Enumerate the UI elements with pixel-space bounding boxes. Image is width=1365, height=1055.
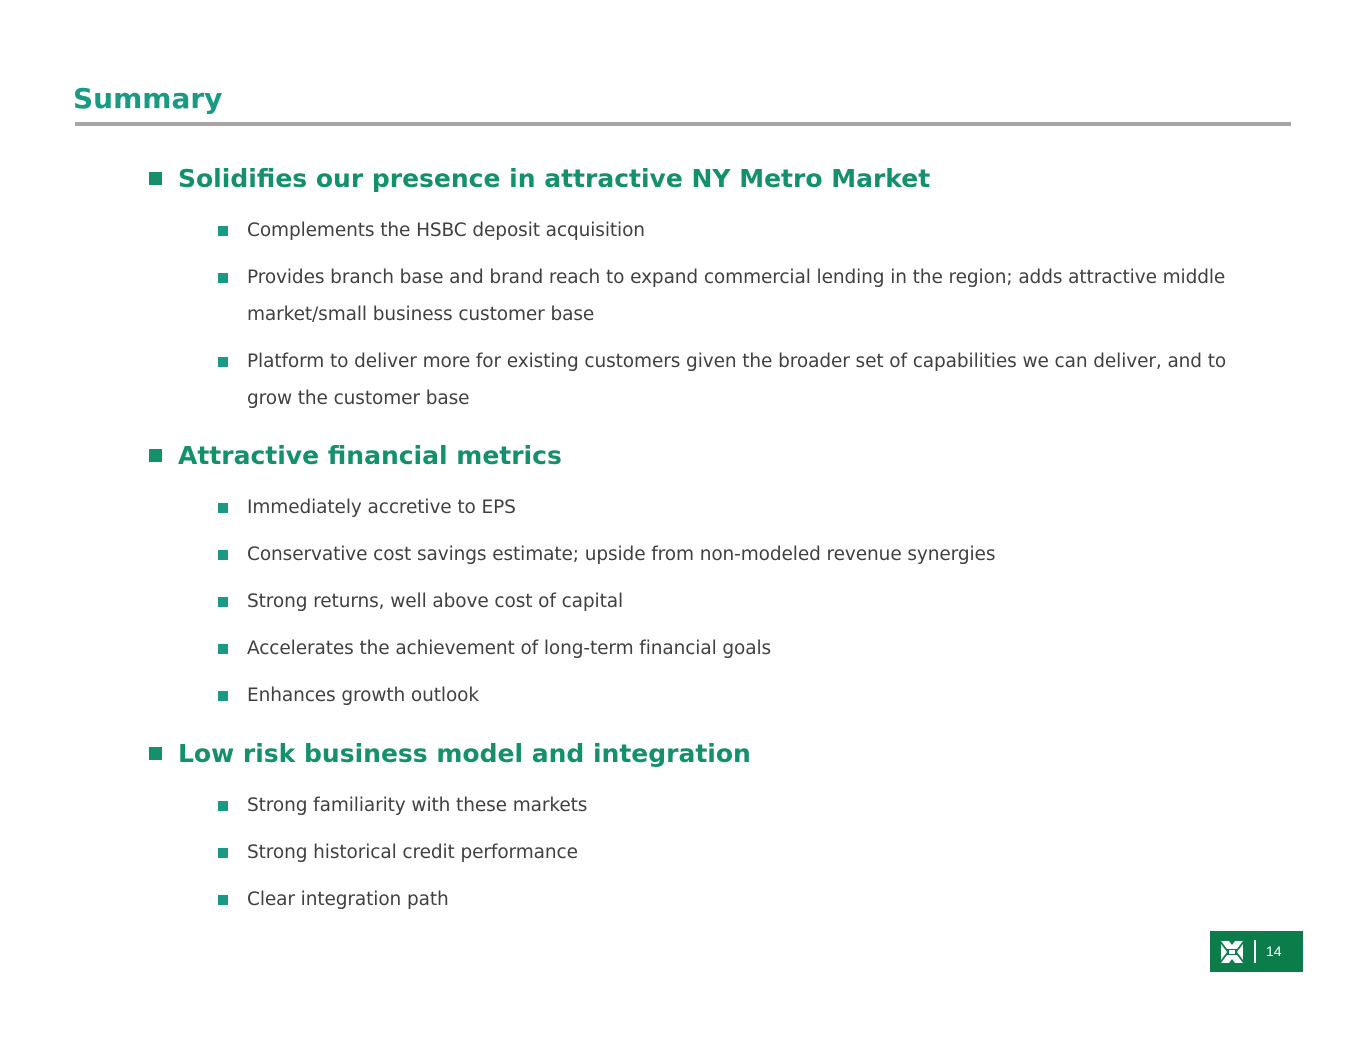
- square-bullet-icon: [218, 273, 228, 283]
- list-item: [149, 343, 1227, 417]
- list-item: [149, 677, 1227, 714]
- page-number: 14: [1266, 943, 1282, 959]
- section-financial-metrics: [149, 439, 1249, 724]
- footer-badge: [1210, 931, 1303, 972]
- page-title: Summary: [73, 82, 223, 115]
- section-low-risk: [149, 737, 1249, 928]
- title-divider: [75, 122, 1291, 126]
- list-item-text: Strong returns, well above cost of capital: [247, 591, 624, 612]
- square-bullet-icon: [218, 226, 228, 236]
- bullet-list: [149, 212, 1249, 417]
- list-item-text: Complements the HSBC deposit acquisition: [247, 220, 645, 241]
- list-item-text: Strong familiarity with these markets: [247, 795, 588, 816]
- square-bullet-icon: [149, 449, 162, 462]
- list-item-text: Platform to deliver more for existing customers given the broader set of capabilities we can deliver, and to grow the customer base: [247, 351, 1227, 409]
- list-item: [149, 212, 1227, 249]
- list-item-text: Clear integration path: [247, 889, 449, 910]
- list-item-text: Enhances growth outlook: [247, 685, 480, 706]
- list-item: [149, 881, 1227, 918]
- brand-logo-icon: [1218, 938, 1246, 966]
- square-bullet-icon: [149, 747, 162, 760]
- section-heading: [149, 162, 1249, 196]
- square-bullet-icon: [218, 801, 228, 811]
- list-item-text: Immediately accretive to EPS: [247, 497, 516, 518]
- section-heading-text: Attractive financial metrics: [178, 441, 562, 470]
- section-heading-text: Low risk business model and integration: [178, 739, 751, 768]
- square-bullet-icon: [218, 895, 228, 905]
- list-item: [149, 834, 1227, 871]
- list-item: [149, 489, 1227, 526]
- list-item: [149, 583, 1227, 620]
- square-bullet-icon: [218, 550, 228, 560]
- list-item-text: Conservative cost savings estimate; upside from non-modeled revenue synergies: [247, 544, 996, 565]
- list-item-text: Provides branch base and brand reach to expand commercial lending in the region; adds attractive middle market/small business customer base: [247, 267, 1226, 325]
- section-heading: [149, 737, 1249, 771]
- bullet-list: [149, 787, 1249, 918]
- square-bullet-icon: [218, 644, 228, 654]
- square-bullet-icon: [218, 691, 228, 701]
- list-item: [149, 259, 1227, 333]
- square-bullet-icon: [218, 503, 228, 513]
- list-item: [149, 787, 1227, 824]
- list-item: [149, 630, 1227, 667]
- square-bullet-icon: [218, 357, 228, 367]
- section-ny-metro: [149, 162, 1249, 427]
- list-item-text: Strong historical credit performance: [247, 842, 578, 863]
- section-heading-text: Solidifies our presence in attractive NY Metro Market: [178, 164, 931, 193]
- badge-divider: [1254, 940, 1256, 963]
- section-heading: [149, 439, 1249, 473]
- square-bullet-icon: [218, 848, 228, 858]
- bullet-list: [149, 489, 1249, 714]
- square-bullet-icon: [218, 597, 228, 607]
- square-bullet-icon: [149, 172, 162, 185]
- list-item-text: Accelerates the achievement of long-term financial goals: [247, 638, 772, 659]
- list-item: [149, 536, 1227, 573]
